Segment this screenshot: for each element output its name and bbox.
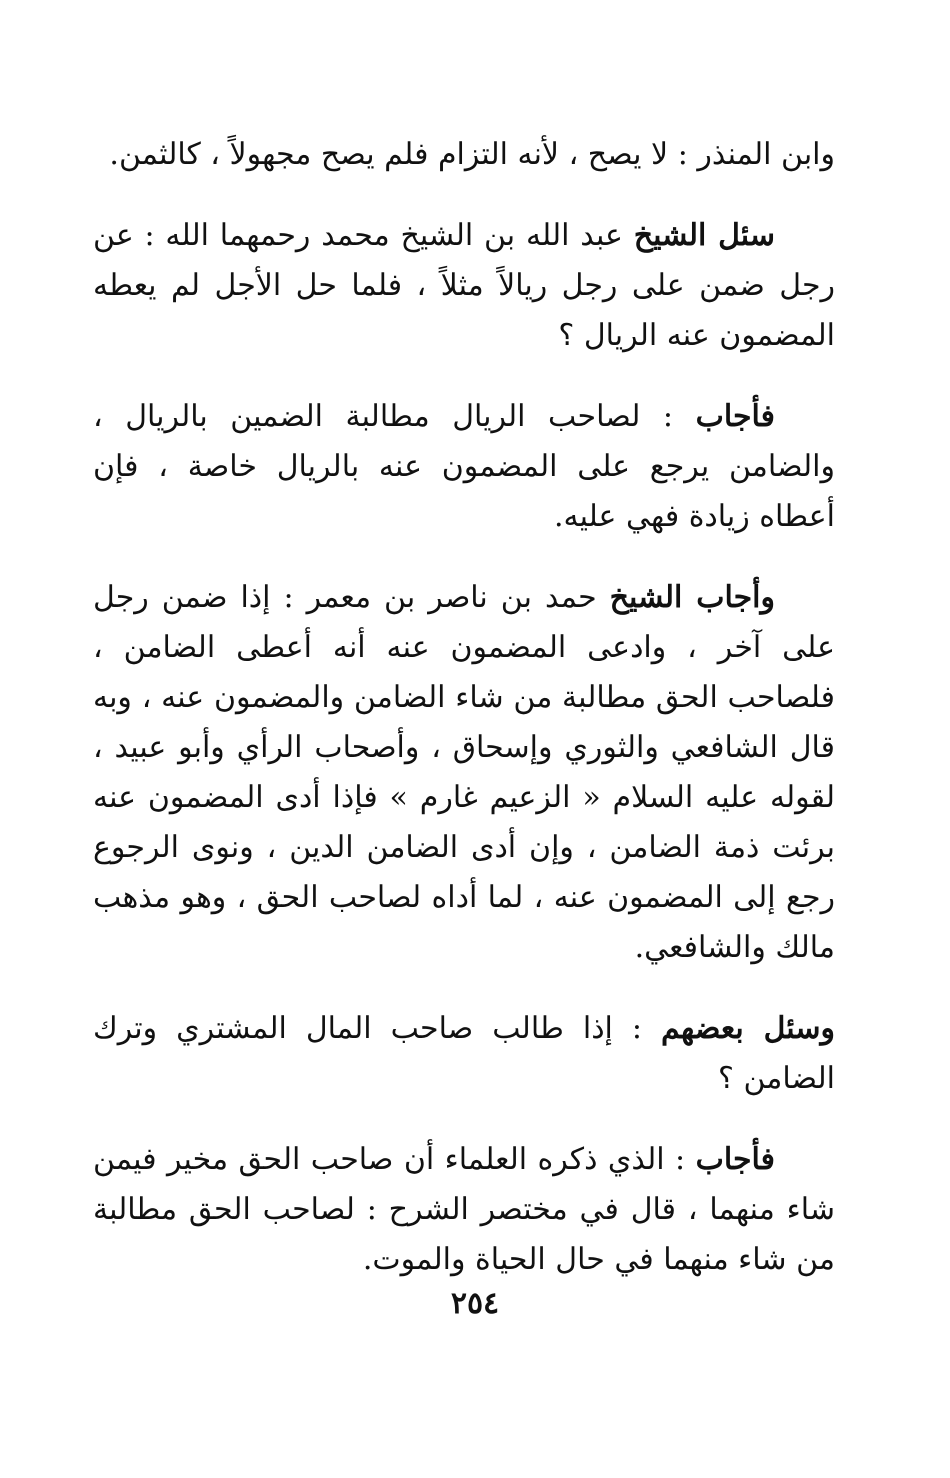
paragraph-3-lead: فأجاب (695, 399, 775, 434)
paragraph-2-lead: سئل الشيخ (633, 218, 775, 253)
paragraph-3-text: : لصاحب الريال مطالبة الضمين بالريال ، والضامن يرجع على المضمون عنه بالريال خاصة ، فإن أعطاه زيادة فهي عليه. (93, 399, 835, 534)
paragraph-6 (93, 1135, 835, 1285)
paragraph-4-text: حمد بن ناصر بن معمر : إذا ضمن رجل على آخر ، وادعى المضمون عنه أنه أعطى الضامن ، فلصاحب الحق مطالبة من شاء الضامن والمضمون عنه ، وبه قال الشافعي والثوري وإسحاق ، وأصحاب الرأي وأبو عبيد ، لقوله عليه السلام « الزعيم غارم » فإذا أدى المضمون عنه برئت ذمة الضامن ، وإن أدى الضامن الدين ، ونوى الرجوع رجع إلى المضمون عنه ، لما أداه لصاحب الحق ، وهو مذهب مالك والشافعي. (93, 580, 835, 965)
paragraph-6-lead: فأجاب (695, 1142, 775, 1177)
paragraph-5-lead: وسئل بعضهم (661, 1011, 835, 1046)
paragraph-5-text: : إذا طالب صاحب المال المشتري وترك الضامن ؟ (93, 1011, 835, 1096)
paragraph-1-text: وابن المنذر : لا يصح ، لأنه التزام فلم يصح مجهولاً ، كالثمن. (109, 137, 835, 172)
page-body (93, 130, 835, 1316)
paragraph-3 (93, 392, 835, 542)
page-number: ٢٥٤ (450, 1286, 500, 1321)
paragraph-1 (93, 130, 835, 180)
paragraph-4 (93, 573, 835, 973)
paragraph-5 (93, 1004, 835, 1104)
paragraph-2-text: عبد الله بن الشيخ محمد رحمهما الله : عن رجل ضمن على رجل ريالاً مثلاً ، فلما حل الأجل لم يعطه المضمون عنه الريال ؟ (93, 218, 835, 353)
paragraph-4-lead: وأجاب الشيخ (609, 580, 775, 615)
paragraph-6-text: : الذي ذكره العلماء أن صاحب الحق مخير فيمن شاء منهما ، قال في مختصر الشرح : لصاحب الحق مطالبة من شاء منهما في حال الحياة والموت. (93, 1142, 836, 1277)
paragraph-2 (93, 211, 835, 361)
